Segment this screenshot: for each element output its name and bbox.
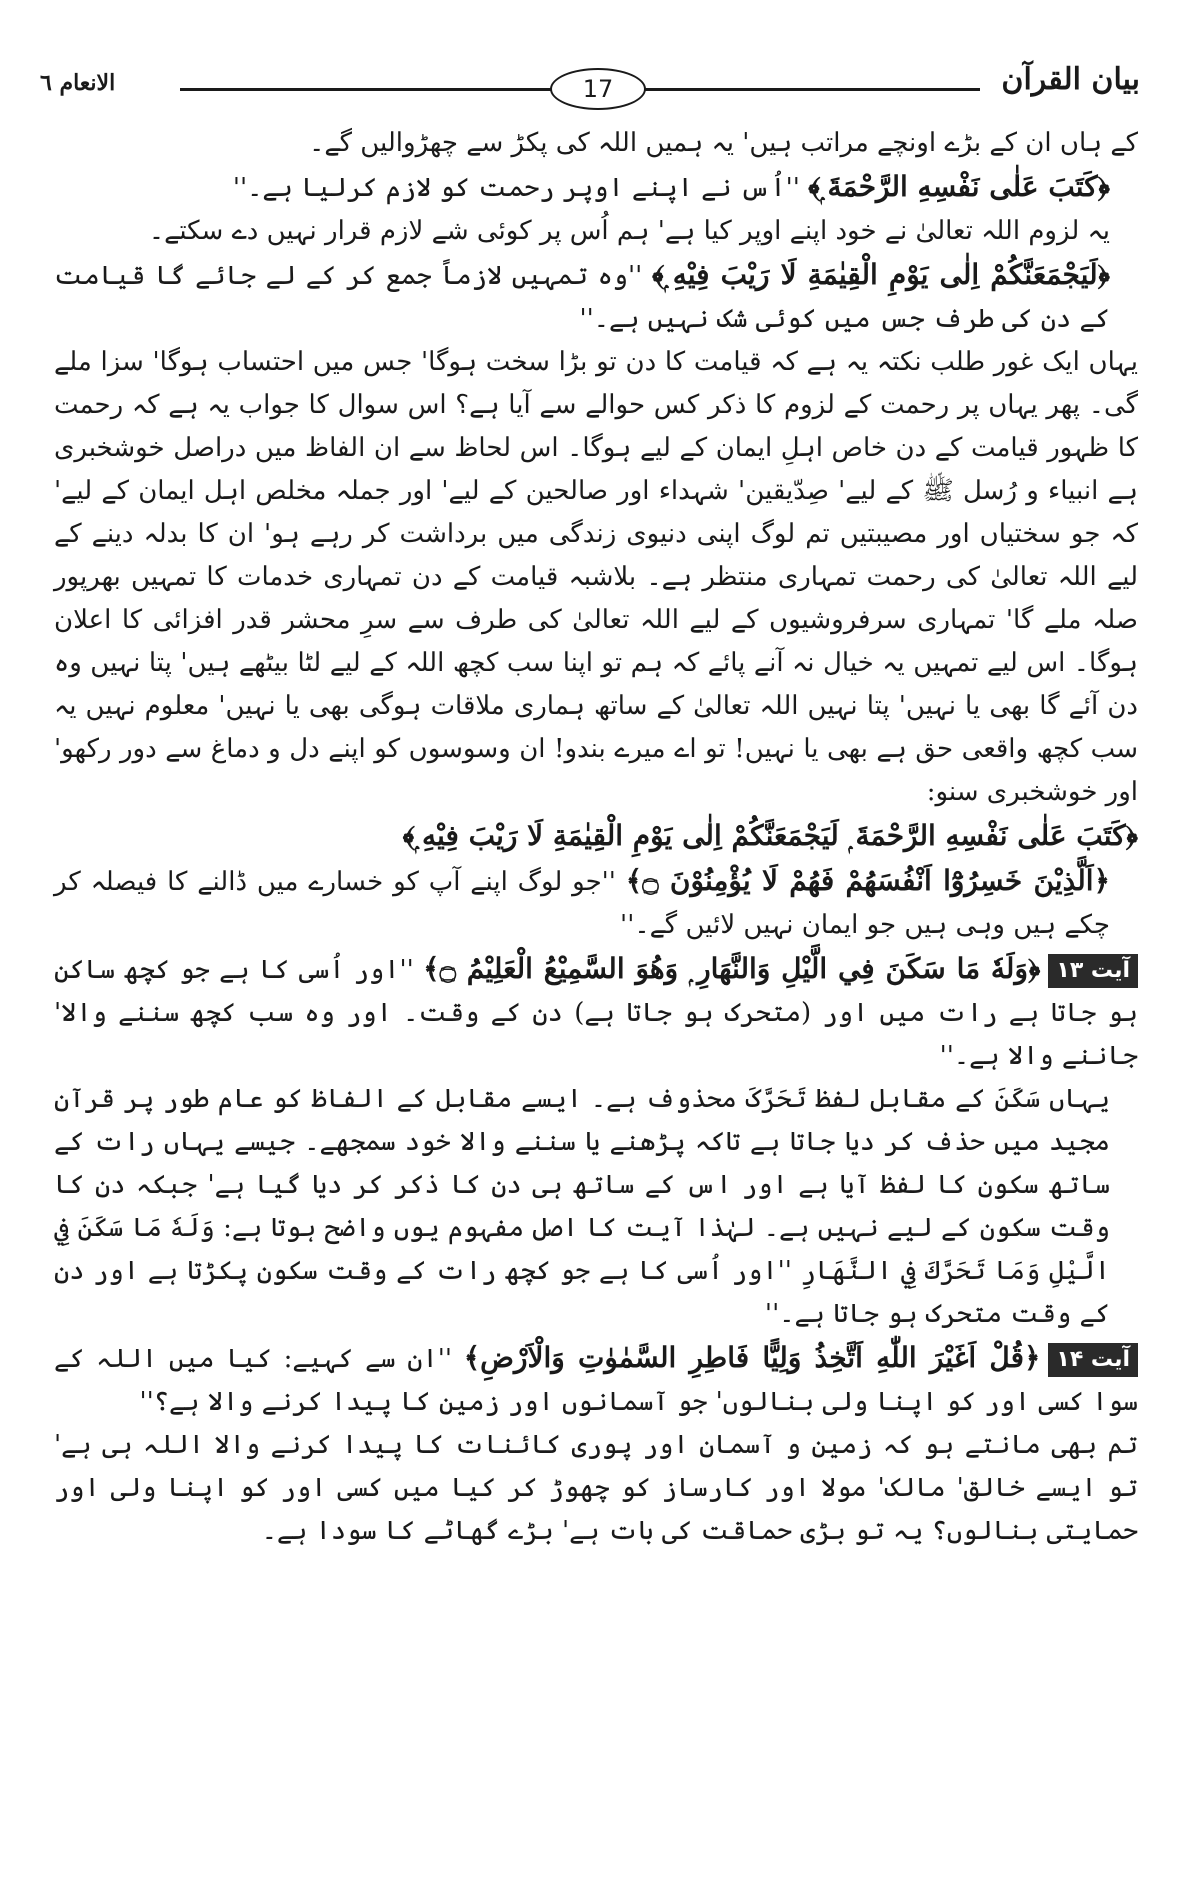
paragraph-text: یہاں سَکَنَ کے مقابل لفظ تَحَرَّکَ محذوف ہے۔ ایسے مقابل کے الفاظ کو عام طور پر قرآن مجید میں حذف کر دیا جاتا ہے تاکہ پڑھنے یا سننے والا خود سمجھے۔ جیسے یہاں رات کے ساتھ سکون کا لفظ آیا ہے اور اس کے ساتھ ہی دن کا ذکر کر دیا گیا ہے' جبکہ دن کا وقت سکون کے لیے نہیں ہے۔ لہٰذا آیت کا اصل مفہوم یوں واضح ہوتا ہے: وَلَهٗ مَا سَكَنَ فِي الَّيْلِ وَمَا تَحَرَّكَ فِي النَّهَارِ ''اور اُسی کا ہے جو کچھ رات کے وقت سکون پکڑتا ہے اور دن کے وقت متحرک ہو جاتا ہے۔'' (54, 1084, 1110, 1329)
paragraph-8 (54, 947, 1138, 1078)
surah-name: الانعام ٦ (40, 70, 116, 96)
paragraph-4 (54, 253, 1138, 341)
paragraph-1 (54, 122, 1138, 165)
quran-verse: ﴿اَلَّذِيْنَ خَسِرُوْٓا اَنْفُسَهُمْ فَهُمْ لَا يُؤْمِنُوْنَ ۝﴾ (625, 864, 1110, 897)
paragraph-10 (54, 1336, 1138, 1424)
page-header (40, 62, 1140, 112)
verse-translation: ''وہ تمہیں لازماً جمع کر کے لے جائے گا قیامت کے دن کی طرف جس میں کوئی شک نہیں ہے۔'' (54, 261, 1110, 334)
page-number: 17 (550, 68, 646, 110)
paragraph-9 (54, 1078, 1138, 1336)
quran-verse: ﴿وَلَهٗ مَا سَكَنَ فِي الَّيْلِ وَالنَّهَارِ ۭ وَهُوَ السَّمِيْعُ الْعَلِيْمُ ۝﴾ (423, 952, 1041, 985)
verse-translation: ''اور اُسی کا ہے جو کچھ ساکن ہو جاتا ہے رات میں اور (متحرک ہو جاتا ہے) دن کے وقت۔ اور وہ سب کچھ سننے والا' جاننے والا ہے۔'' (54, 955, 1138, 1071)
quran-verse: ﴿قُلْ اَغَيْرَ اللّٰهِ اَتَّخِذُ وَلِيًّا فَاطِرِ السَّمٰوٰتِ وَالْاَرْضِ﴾ (463, 1341, 1041, 1374)
book-title: بیان القرآن (1001, 62, 1140, 97)
paragraph-text: یہ لزوم اللہ تعالیٰ نے خود اپنے اوپر کیا ہے' ہم اُس پر کوئی شے لازم قرار نہیں دے سکتے۔ (148, 216, 1110, 246)
ayah-number-label: آیت ۱۳ (1048, 954, 1138, 988)
verse-translation: ''جو لوگ اپنے آپ کو خسارے میں ڈالنے کا فیصلہ کر چکے ہیں وہی ہیں جو ایمان نہیں لائیں گے۔'' (54, 867, 1110, 940)
paragraph-7 (54, 859, 1138, 947)
ayah-number-label: آیت ۱۴ (1048, 1343, 1138, 1377)
page-body (54, 122, 1138, 1553)
paragraph-text: یہاں ایک غور طلب نکتہ یہ ہے کہ قیامت کا دن تو بڑا سخت ہوگا' جس میں احتساب ہوگا' سزا ملے گی۔ پھر یہاں پر رحمت کے لزوم کا ذکر کس حوالے سے آیا ہے؟ اس سوال کا جواب یہ ہے کہ رحمت کا ظہور قیامت کے دن خاص اہلِ ایمان کے لیے ہوگا۔ اس لحاظ سے ان الفاظ میں دراصل خوشخبری ہے انبیاء و رُسل ﷺ کے لیے' صِدّیقین' شہداء اور صالحین کے لیے' اور جملہ مخلص اہل ایمان کے لیے' کہ جو سختیاں اور مصیبتیں تم لوگ اپنی دنیوی زندگی میں برداشت کر رہے ہو' ان کا بدلہ دینے کے لیے اللہ تعالیٰ کی رحمت تمہاری منتظر ہے۔ بلاشبہ قیامت کے دن تمہاری خدمات کا تمہیں بھرپور صلہ ملے گا' تمہاری سرفروشیوں کے لیے اللہ تعالیٰ کی طرف سے سرِ محشر قدر افزائی کا اعلان ہوگا۔ اس لیے تمہیں یہ خیال نہ آنے پائے کہ ہم تو اپنا سب کچھ اللہ کے لیے لٹا بیٹھے ہیں' پتا نہیں وہ دن آئے گا بھی یا نہیں' پتا نہیں اللہ تعالیٰ کے ساتھ ہماری ملاقات ہوگی بھی یا نہیں' معلوم نہیں یہ سب کچھ واقعی حق ہے بھی یا نہیں! تو اے میرے بندو! ان وسوسوں کو اپنے دل و دماغ سے دور رکھو' اور خوشخبری سنو: (54, 347, 1138, 807)
verse-translation: ''ان سے کہیے: کیا میں اللہ کے سوا کسی اور کو اپنا ولی بنالوں' جو آسمانوں اور زمین کا پیدا کرنے والا ہے؟'' (54, 1344, 1138, 1417)
paragraph-2 (54, 165, 1138, 210)
quran-verse: ﴿كَتَبَ عَلٰى نَفْسِهِ الرَّحْمَةَ ۭ لَيَجْمَعَنَّكُمْ اِلٰى يَوْمِ الْقِيٰمَةِ لَا رَيْبَ فِيْهِ ۭ﴾ (402, 819, 1138, 852)
quran-verse: ﴿كَتَبَ عَلٰى نَفْسِهِ الرَّحْمَةَ ۭ﴾ (808, 170, 1110, 203)
quran-verse: ﴿لَيَجْمَعَنَّكُمْ اِلٰى يَوْمِ الْقِيٰمَةِ لَا رَيْبَ فِيْهِ ۭ﴾ (651, 258, 1111, 291)
verse-translation: ''اُس نے اپنے اوپر رحمت کو لازم کرلیا ہے۔'' (232, 173, 800, 203)
paragraph-text: کے ہاں ان کے بڑے اونچے مراتب ہیں' یہ ہمیں اللہ کی پکڑ سے چھڑوالیں گے۔ (309, 128, 1138, 158)
paragraph-6 (54, 814, 1138, 859)
paragraph-text: تم بھی مانتے ہو کہ زمین و آسمان اور پوری کائنات کا پیدا کرنے والا اللہ ہی ہے' تو ایسے خالق' مالک' مولا اور کارساز کو چھوڑ کر کیا میں کسی اور کو اپنا ولی اور حمایتی بنالوں؟ یہ تو بڑی حماقت کی بات ہے' بڑے گھاٹے کا سودا ہے۔ (54, 1430, 1138, 1546)
paragraph-3 (54, 210, 1138, 253)
paragraph-5 (54, 341, 1138, 814)
paragraph-11 (54, 1424, 1138, 1553)
